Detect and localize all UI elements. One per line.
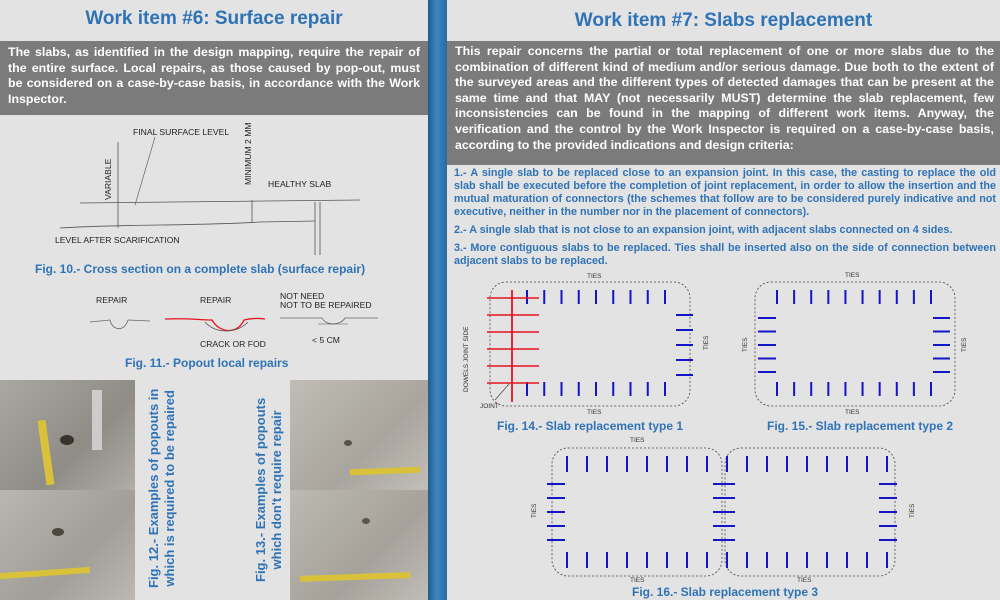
fig15-ties-left-label: TIES	[742, 337, 749, 352]
fig16-ties-right	[879, 484, 897, 540]
popout-hole	[52, 528, 64, 536]
white-mark	[92, 390, 102, 450]
fig12-caption	[146, 389, 178, 588]
panel-divider	[428, 0, 447, 600]
fig16-ties-top-label: TIES	[630, 437, 645, 444]
fig15-ties-bottom	[777, 382, 931, 396]
dowels-label: DOWELS JOINT SIDE	[463, 326, 470, 392]
tape-measure	[38, 420, 55, 485]
slab-diagrams	[447, 0, 1000, 600]
fig14-caption: Fig. 14.- Slab replacement type 1	[497, 419, 684, 433]
right-intro: This repair concerns the partial or total replacement of one or more slabs due to the combination of different kind of medium and/or serious damage. Due both to the extent of the surveyed areas and the different types of detected damages that can be present at the same time and that MAY (not necessarily MUST) determine the slab replacement, few inconsistencies can be found in the mapping of different work items. Anyway, the verification and the control by the Work Inspector is required on a case-by-case basis, according to the provided indications and design criteria:	[447, 41, 1000, 165]
left-title: Work item #6: Surface repair	[85, 8, 343, 29]
not-need-label: NOT NEED	[280, 291, 325, 301]
healthy-slab-label: HEALTHY SLAB	[268, 179, 332, 189]
fig16-ties-right-label: TIES	[909, 503, 916, 518]
final-surface-level-label: FINAL SURFACE LEVEL	[133, 127, 230, 137]
left-panel	[0, 0, 428, 600]
joint-label: JOINT	[480, 403, 499, 410]
popout-photo-2	[0, 490, 135, 600]
fig14-ties-right	[676, 315, 693, 375]
fig16-ties-left-label: TIES	[531, 503, 538, 518]
fig16-ties-left	[547, 484, 565, 540]
repair2-label: REPAIR	[200, 295, 232, 305]
fig15-ties-top	[777, 290, 931, 304]
tape-measure	[300, 572, 410, 582]
fig15-ties-right-label: TIES	[961, 337, 968, 352]
fig14-dowels	[487, 298, 539, 383]
fig15-ties-left	[758, 318, 776, 372]
fig14-joint-pointer	[495, 384, 509, 400]
fig13-caption	[253, 398, 285, 582]
fig16-ties-bottom-label: TIES	[630, 577, 645, 584]
fig16-ties-middle	[713, 484, 735, 540]
fig16-slab-left	[552, 448, 722, 576]
fig16-ties-bottom	[567, 552, 887, 568]
fig14-ties-top	[527, 290, 665, 304]
fig14-ties-bottom	[527, 382, 665, 396]
not-to-be-repaired-label: NOT TO BE REPAIRED	[280, 300, 372, 310]
fig11-caption: Fig. 11.- Popout local repairs	[125, 356, 289, 370]
point-2: 2.- A single slab that is not close to an expansion joint, with adjacent slabs connected on 4 sides.	[454, 224, 953, 236]
fig16-ties-bottom-label-2: TIES	[797, 577, 812, 584]
point-1: 1.- A single slab to be replaced close to an expansion joint. In this case, the casting to replace the old slab shall be executed before the completion of joint replacement, in order to allow the insertion and the mutual maturation of connectors (the schemes that follow are to be considered purely indicative and not executive, neither in the number nor in the placement of connectors).	[454, 167, 996, 218]
fig13-line1: Fig. 13.- Examples of popouts	[253, 397, 268, 582]
crack-label: CRACK OR FOD	[200, 339, 266, 349]
fig12-line2: which is required to be repaired	[162, 390, 177, 587]
fig16-caption: Fig. 16.- Slab replacement type 3	[632, 585, 819, 599]
popout-hole	[344, 440, 352, 446]
fig15-caption: Fig. 15.- Slab replacement type 2	[767, 419, 954, 433]
fig15-slab	[755, 282, 955, 406]
popout-photo-1	[0, 380, 135, 490]
point-3: 3.- More contiguous slabs to be replaced. Ties shall be inserted also on the side of connection between adjacent slabs to be replaced.	[454, 242, 996, 267]
level-after-label: LEVEL AFTER SCARIFICATION	[55, 235, 180, 245]
fig15-ties-top-label: TIES	[845, 272, 860, 279]
fig13-line2: which don't require repair	[269, 410, 284, 570]
right-panel	[447, 0, 1000, 600]
lt5-label: < 5 CM	[312, 335, 340, 345]
popout-photo-4	[290, 490, 428, 600]
tape-measure	[350, 467, 420, 475]
fig10-caption: Fig. 10.- Cross section on a complete slab (surface repair)	[35, 262, 366, 276]
fig14-ties-right-label: TIES	[703, 335, 710, 350]
fig14-ties-top-label: TIES	[587, 273, 602, 280]
fig14-ties-bottom-label: TIES	[587, 409, 602, 416]
minimum-label: MINIMUM 2 MM	[243, 122, 253, 185]
popout-hole	[362, 518, 370, 524]
fig15-ties-right	[933, 318, 950, 372]
repair1-label: REPAIR	[96, 295, 128, 305]
fig16-ties-top	[567, 456, 887, 472]
popout-photo-3	[290, 380, 428, 490]
left-intro: The slabs, as identified in the design mapping, require the repair of the entire surface. Local repairs, as those caused by pop-out, must be considered on a case-by-case basis, in accordance with the Work Inspector.	[0, 41, 428, 115]
fig15-ties-bottom-label: TIES	[845, 409, 860, 416]
variable-label: VARIABLE	[103, 158, 113, 200]
right-title: Work item #7: Slabs replacement	[574, 10, 873, 31]
fig16-slab-right	[725, 448, 895, 576]
popout-hole	[60, 435, 74, 445]
tape-measure	[0, 567, 90, 579]
fig12-line1: Fig. 12.- Examples of popouts in	[146, 388, 161, 588]
fig14-slab	[490, 282, 690, 406]
